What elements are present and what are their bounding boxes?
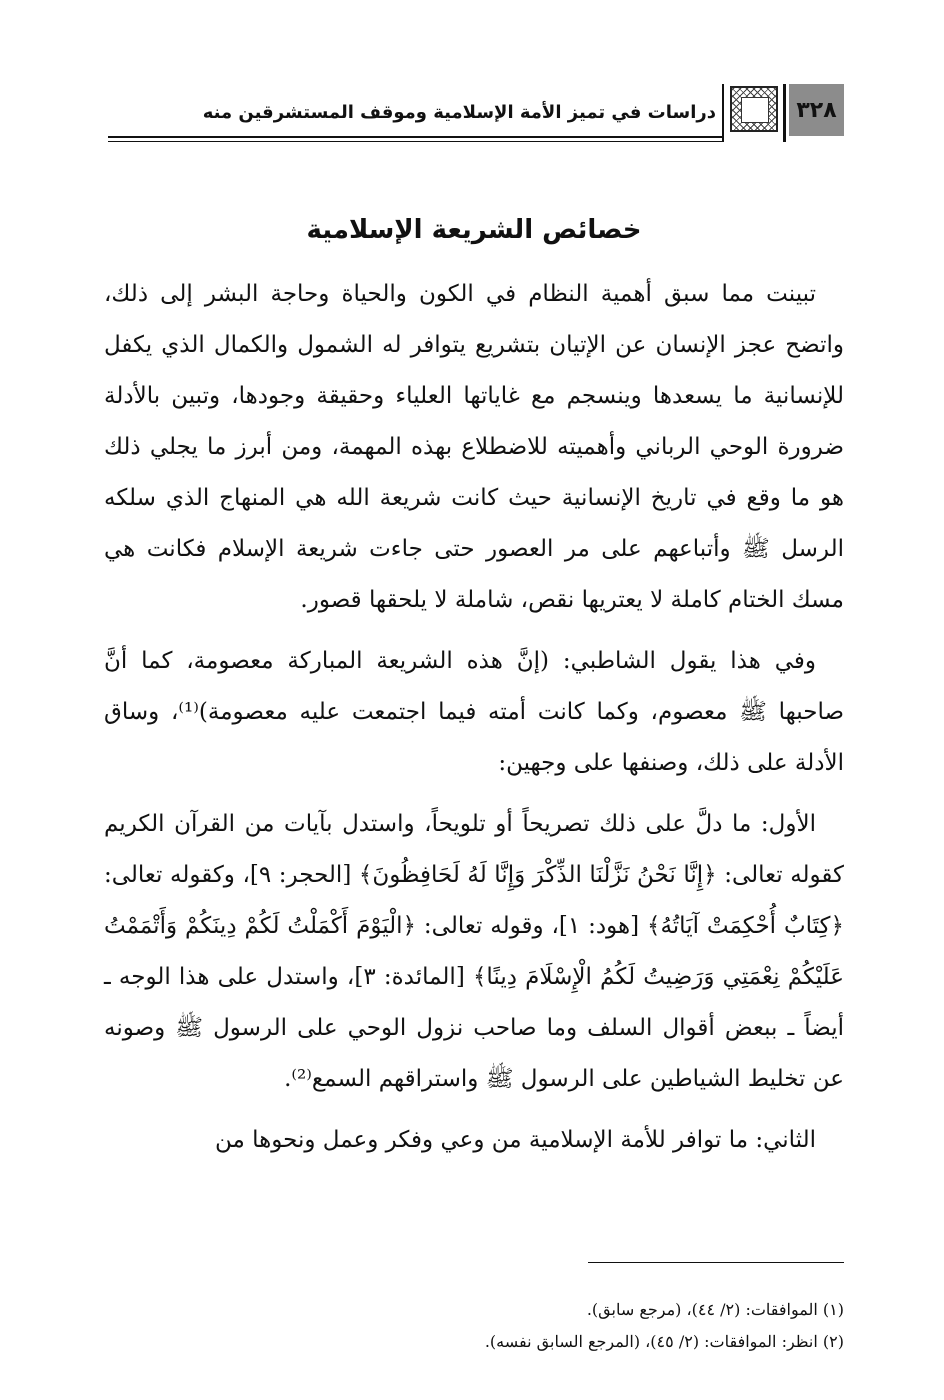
section-title: خصائص الشريعة الإسلامية xyxy=(306,215,642,245)
paragraph: وفي هذا يقول الشاطبي: (إنَّ هذه الشريعة المباركة معصومة، كما أنَّ صاحبها ﷺ معصوم، وكما كانت أمته فيما اجتمعت عليه معصومة)⁽¹⁾، وساق الأدلة على ذلك، وصنفها على وجهين: xyxy=(104,648,844,776)
page-number: ٣٢٨ xyxy=(789,84,844,136)
ornament-icon xyxy=(730,86,778,132)
header-rule xyxy=(108,136,722,138)
paragraph: الثاني: ما توافر للأمة الإسلامية من وعي وفكر وعمل ونحوها من xyxy=(214,1127,816,1153)
paragraph: الأول: ما دلَّ على ذلك تصريحاً أو تلويحاً، واستدل بآيات من القرآن الكريم كقوله تعالى: ﴿إِنَّا نَحْنُ نَزَّلْنَا الذِّكْرَ وَإِنَّا لَهُ لَحَافِظُونَ﴾ [الحجر: ٩]، وكقوله تعالى: ﴿كِتَابٌ أُحْكِمَتْ آيَاتُهُ﴾ [هود: ١]، وقوله تعالى: ﴿الْيَوْمَ أَكْمَلْتُ لَكُمْ دِينَكُمْ وَأَتْمَمْتُ عَلَيْكُمْ نِعْمَتِي وَرَضِيتُ لَكُمُ الْإِسْلَامَ دِينًا﴾ [المائدة: ٣]، واستدل على هذا الوجه ـ أيضاً ـ ببعض أقوال السلف وما صاحب نزول الوحي على الرسول ﷺ وصونه عن تخليط الشياطين على الرسول ﷺ واستراقهم السمع⁽²⁾. xyxy=(104,811,844,1092)
ornament-center xyxy=(741,97,769,123)
footnote-list xyxy=(108,1294,844,1358)
footnote: (١) الموافقات: (٢/ ٤٤)، (مرجع سابق). xyxy=(586,1300,844,1319)
header-rule xyxy=(108,141,722,142)
page-body xyxy=(104,205,844,1176)
header-divider xyxy=(783,84,786,142)
running-title: دراسات في تميز الأمة الإسلامية وموقف المستشرقين منه xyxy=(202,102,716,123)
page-header xyxy=(108,84,844,142)
header-divider xyxy=(722,84,724,142)
footnote-rule xyxy=(588,1262,844,1263)
paragraph: تبينت مما سبق أهمية النظام في الكون والحياة وحاجة البشر إلى ذلك، واتضح عجز الإنسان عن الإتيان بتشريع يتوافر له الشمول والكمال الذي يكفل للإنسانية ما يسعدها وينسجم مع غاياتها العلياء وحقيقة وجودها، وتبين بالأدلة ضرورة الوحي الرباني وأهميته للاضطلاع بهذه المهمة، ومن أبرز ما يجلي ذلك هو ما وقع في تاريخ الإنسانية حيث كانت شريعة الله هي المنهاج الذي سلكه الرسل ﷺ وأتباعهم على مر العصور حتى جاءت شريعة الإسلام فكانت هي مسك الختام كاملة لا يعتريها نقص، شاملة لا يلحقها قصور. xyxy=(104,281,844,613)
footnote: (٢) انظر: الموافقات: (٢/ ٤٥)، (المرجع السابق نفسه). xyxy=(484,1332,844,1351)
